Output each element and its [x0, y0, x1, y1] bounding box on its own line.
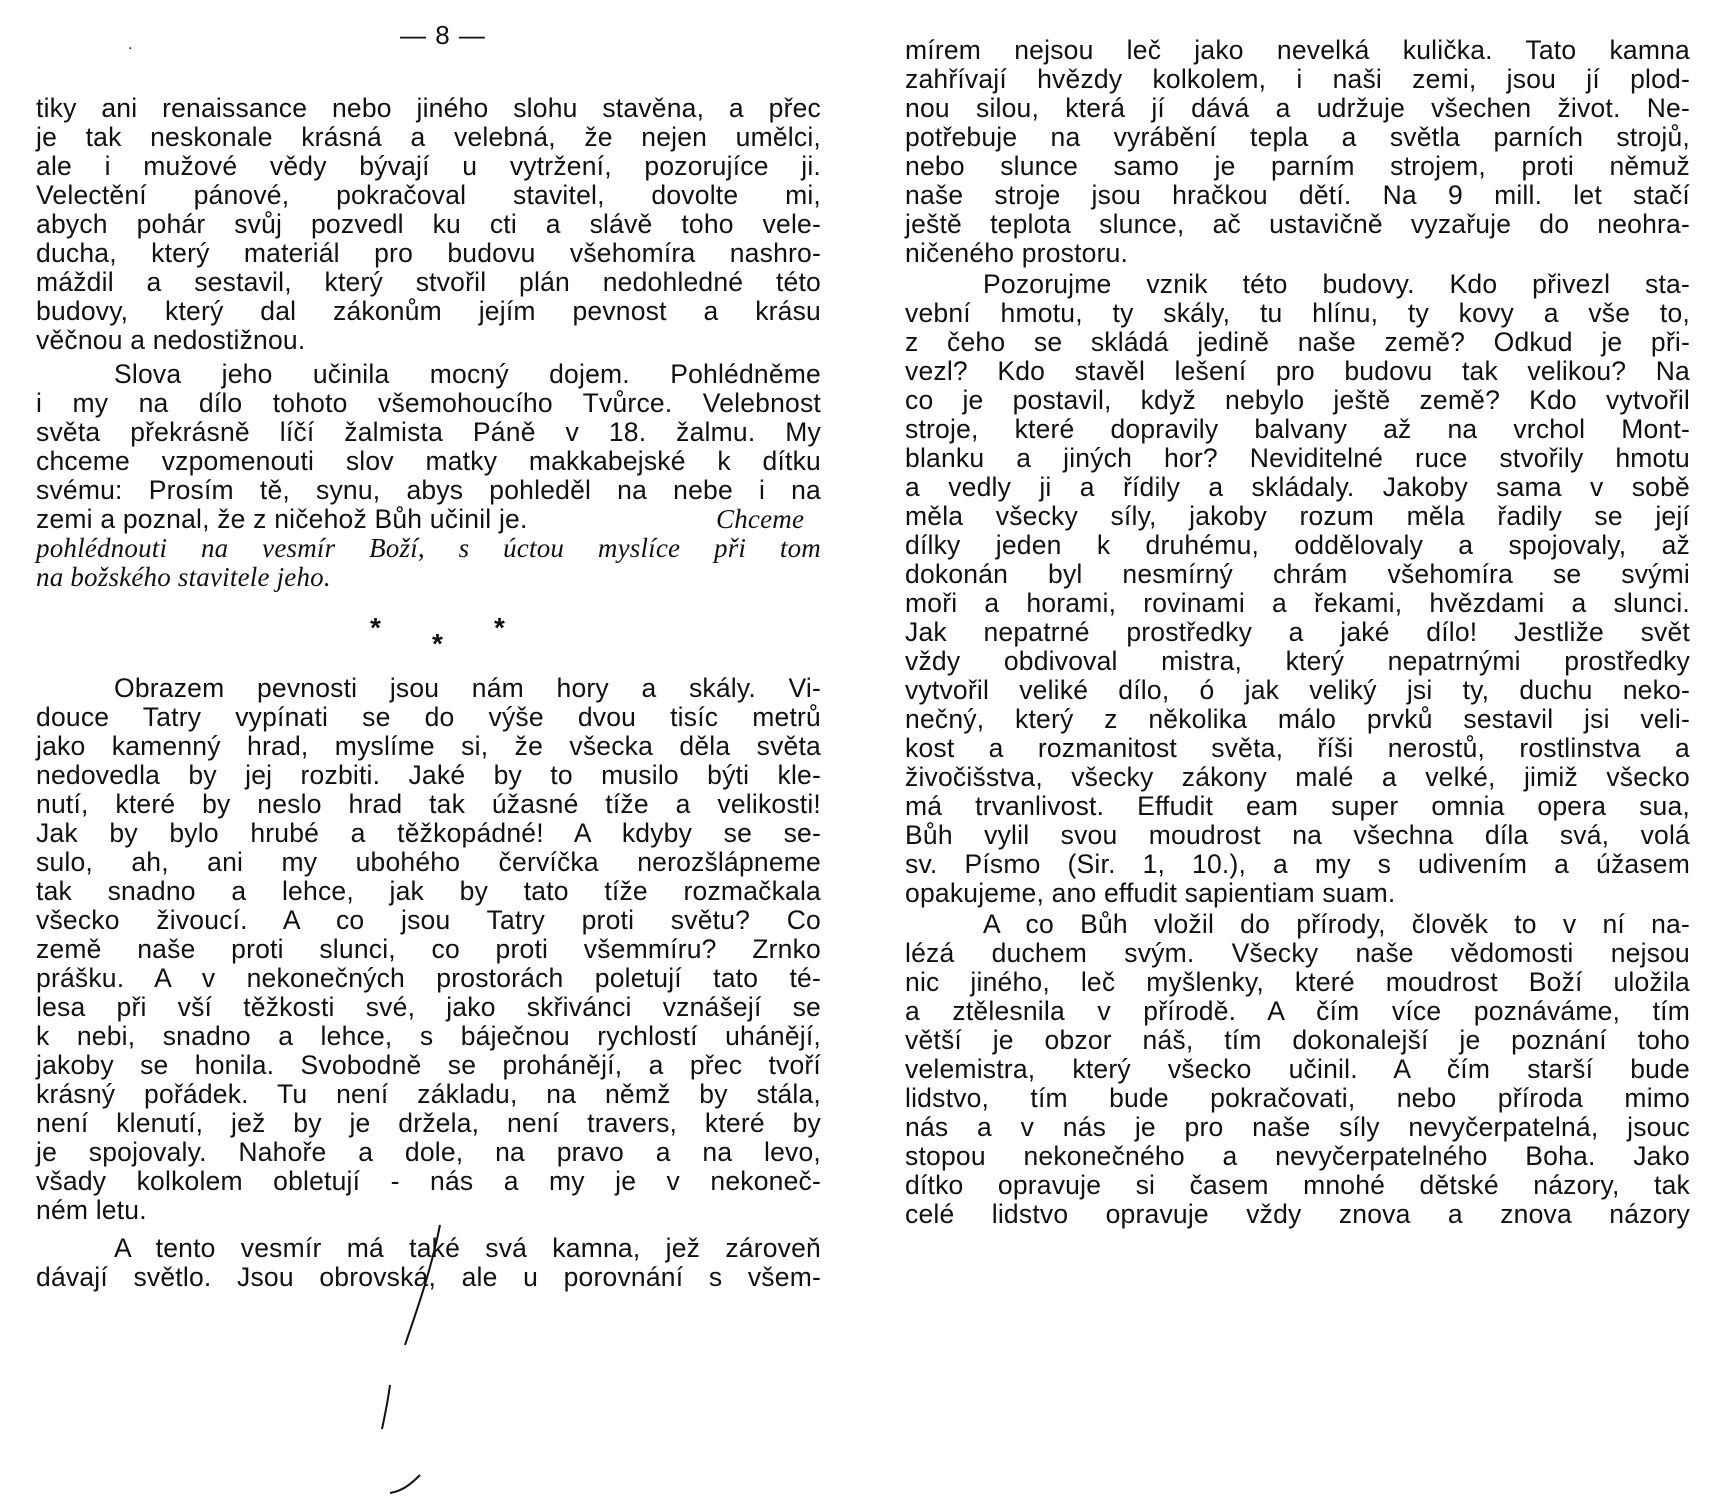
text-line: mírem nejsou leč jako nevelká kulička. Tato kamna	[905, 35, 1690, 65]
text-line: co je postavil, když nebylo ještě země? Kdo vytvořil	[905, 385, 1690, 415]
text-line: nic jiného, leč myšlenky, které moudrost Boží uložila	[905, 967, 1690, 997]
text-line: Velectění pánové, pokračoval stavitel, dovolte mi,	[36, 180, 821, 210]
text-line: dokonán byl nesmírný chrám všehomíra se svými	[905, 559, 1690, 589]
italic-line: pohlédnouti na vesmír Boží, s úctou myslíce při tom	[36, 533, 821, 563]
text-line: moři a horami, rovinami a řekami, hvězdami a slunci.	[905, 588, 1690, 618]
text-line: ještě teplota slunce, ač ustavičně vyzařuje do neohra-	[905, 209, 1690, 239]
text-line: nás a v nás je pro naše síly nevyčerpatelná, jsouc	[905, 1112, 1690, 1142]
text-line: nedovedla by jej rozbiti. Jaké by to musilo býti kle-	[36, 760, 821, 790]
text-line: dávají světlo. Jsou obrovská, ale u porovnání s všem-	[36, 1262, 821, 1292]
text-line: lidstvo, tím bude pokračovati, nebo příroda mimo	[905, 1083, 1690, 1113]
text-line: tiky ani renaissance nebo jiného slohu stavěna, a přec	[36, 93, 821, 123]
text-line: potřebuje na vyrábění tepla a světla parních strojů,	[905, 122, 1690, 152]
text-line: dílky jeden k druhému, oddělovaly a spojovaly, až	[905, 530, 1690, 560]
text-line: sulo, ah, ani my ubohého červíčka nerozšlápneme	[36, 847, 821, 877]
text-line: prášku. A v nekonečných prostorách poletují tato té-	[36, 963, 821, 993]
text-line: má trvanlivost. Effudit eam super omnia opera sua,	[905, 791, 1690, 821]
text-line: jako kamenný hrad, myslíme si, že všecka děla světa	[36, 731, 821, 761]
text-line: nou silou, která jí dává a udržuje všechen život. Ne-	[905, 93, 1690, 123]
text-line: velemistra, který všecko učinil. A čím starší bude	[905, 1054, 1690, 1084]
text-line: nečný, který z několika málo prvků sestavil jsi veli-	[905, 704, 1690, 734]
text-line: kost a rozmanitost světa, říši nerostů, rostlinstva a	[905, 733, 1690, 763]
text-line: Bůh vylil svou moudrost na všechna díla svá, volá	[905, 820, 1690, 850]
text-line: světa překrásně líčí žalmista Páně v 18. žalmu. My	[36, 417, 821, 447]
text-line: z čeho se skládá jedině naše země? Odkud je při-	[905, 327, 1690, 357]
text-line: zahřívají hvězdy kolkolem, i naši zemi, jsou jí plod-	[905, 64, 1690, 94]
text-line: chceme vzpomenouti slov matky makkabejské k dítku	[36, 446, 821, 476]
italic-text: Chceme	[716, 504, 805, 534]
text-line: Jak by bylo hrubé a těžkopádné! A kdyby se se-	[36, 818, 821, 848]
text-line: je spojovaly. Nahoře a dole, na pravo a na levo,	[36, 1137, 821, 1167]
text-line: vební hmotu, ty skály, tu hlínu, ty kovy a vše to,	[905, 298, 1690, 328]
paragraph-start-line: Pozorujme vznik této budovy. Kdo přivezl sta-	[983, 269, 1690, 299]
text-line: celé lidstvo opravuje vždy znova a znova názory	[905, 1199, 1690, 1229]
text-line: je tak neskonale krásná a velebná, že nejen umělci,	[36, 122, 821, 152]
text-line: naše stroje jsou hračkou dětí. Na 9 mill. let stačí	[905, 180, 1690, 210]
text-line: svému: Prosím tě, synu, abys pohleděl na nebe i na	[36, 475, 821, 505]
text-line: douce Tatry vypínati se do výše dvou tisíc metrů	[36, 702, 821, 732]
text-line: budovy, který dal zákonům jejím pevnost a krásu	[36, 296, 821, 326]
text-line: ale i mužové vědy bývají u vytržení, pozorujíce ji.	[36, 151, 821, 181]
paragraph-start-line: Obrazem pevnosti jsou nám hory a skály. Vi-	[114, 673, 821, 703]
text-line: měla všecky síly, jakoby rozum měla řadily se její	[905, 501, 1690, 531]
text-line: Jak nepatrné prostředky a jaké dílo! Jestliže svět	[905, 617, 1690, 647]
text-line: ničeného prostoru.	[905, 238, 1129, 268]
paragraph-start-line: Slova jeho učinila mocný dojem. Pohlédněme	[114, 359, 821, 389]
text-line: a ztělesnila v přírodě. A čím více poznáváme, tím	[905, 996, 1690, 1026]
text-line: stroje, které dopravily balvany až na vrchol Mont-	[905, 414, 1690, 444]
text-line: dítko opravuje si časem mnohé dětské názory, tak	[905, 1170, 1690, 1200]
text-line: větší je obzor náš, tím dokonalejší je poznání toho	[905, 1025, 1690, 1055]
text-line: lézá duchem svým. Všecky naše vědomosti nejsou	[905, 938, 1690, 968]
text-line: věčnou a nedostižnou.	[36, 325, 306, 355]
text-line: nebo slunce samo je parním strojem, proti němuž	[905, 151, 1690, 181]
text-line: živočišstva, všecky zákony malé a velké, jimiž všecko	[905, 762, 1690, 792]
text-line: k nebi, snadno a lehce, s báječnou rychlostí uhánějí,	[36, 1021, 821, 1051]
text-line: jakoby se honila. Svobodně se prohánějí, a přec tvoří	[36, 1050, 821, 1080]
paragraph-start-line: A tento vesmír má také svá kamna, jež zároveň	[114, 1233, 821, 1263]
text-line: lesa při vší těžkosti své, jako skřivánci vznášejí se	[36, 992, 821, 1022]
text-line: stopou nekonečného a nevyčerpatelného Boha. Jako	[905, 1141, 1690, 1171]
text-line: všecko živoucí. A co jsou Tatry proti světu? Co	[36, 905, 821, 935]
text-line: vždy obdivoval mistra, který nepatrnými prostředky	[905, 646, 1690, 676]
text-line: zemi a poznal, že z ničehož Bůh učinil je.	[36, 504, 528, 534]
text-line: blanku a jiných hor? Neviditelné ruce stvořily hmotu	[905, 443, 1690, 473]
text-line: tak snadno a lehce, jak by tato tíže rozmačkala	[36, 876, 821, 906]
text-line: ném letu.	[36, 1195, 147, 1225]
text-line: sv. Písmo (Sir. 1, 10.), a my s udivením a úžasem	[905, 849, 1690, 879]
text-line: a vedly ji a řídily a skládaly. Jakoby sama v sobě	[905, 472, 1690, 502]
italic-line: na božského stavitele jeho.	[36, 562, 331, 592]
text-line: opakujeme, ano effudit sapientiam suam.	[905, 878, 1396, 908]
stray-dot: .	[128, 36, 133, 53]
text-line: nutí, které by neslo hrad tak úžasné tíže a velikosti!	[36, 789, 821, 819]
page-number: — 8 —	[400, 20, 486, 50]
text-line: máždil a sestavil, který stvořil plán nedohledné této	[36, 267, 821, 297]
paragraph-start-line: A co Bůh vložil do přírody, člověk to v ní na-	[983, 909, 1690, 939]
text-line: krásný pořádek. Tu není základu, na němž by stála,	[36, 1079, 821, 1109]
text-line: ducha, který materiál pro budovu všehomíra nashro-	[36, 238, 821, 268]
text-line: země naše proti slunci, co proti všemmíru? Zrnko	[36, 934, 821, 964]
text-line: i my na dílo tohoto všemohoucího Tvůrce. Velebnost	[36, 388, 821, 418]
text-line: není klenutí, jež by je držela, není travers, které by	[36, 1108, 821, 1138]
text-line: vytvořil veliké dílo, ó jak veliký jsi ty, duchu neko-	[905, 675, 1690, 705]
text-line: vezl? Kdo stavěl lešení pro budovu tak velikou? Na	[905, 356, 1690, 386]
text-line: všady kolkolem obletují - nás a my je v nekoneč-	[36, 1166, 821, 1196]
asterisk: *	[432, 628, 443, 659]
text-line: abych pohár svůj pozvedl ku cti a slávě toho vele-	[36, 209, 821, 239]
asterisk: *	[494, 612, 505, 643]
asterisk: *	[370, 612, 381, 643]
